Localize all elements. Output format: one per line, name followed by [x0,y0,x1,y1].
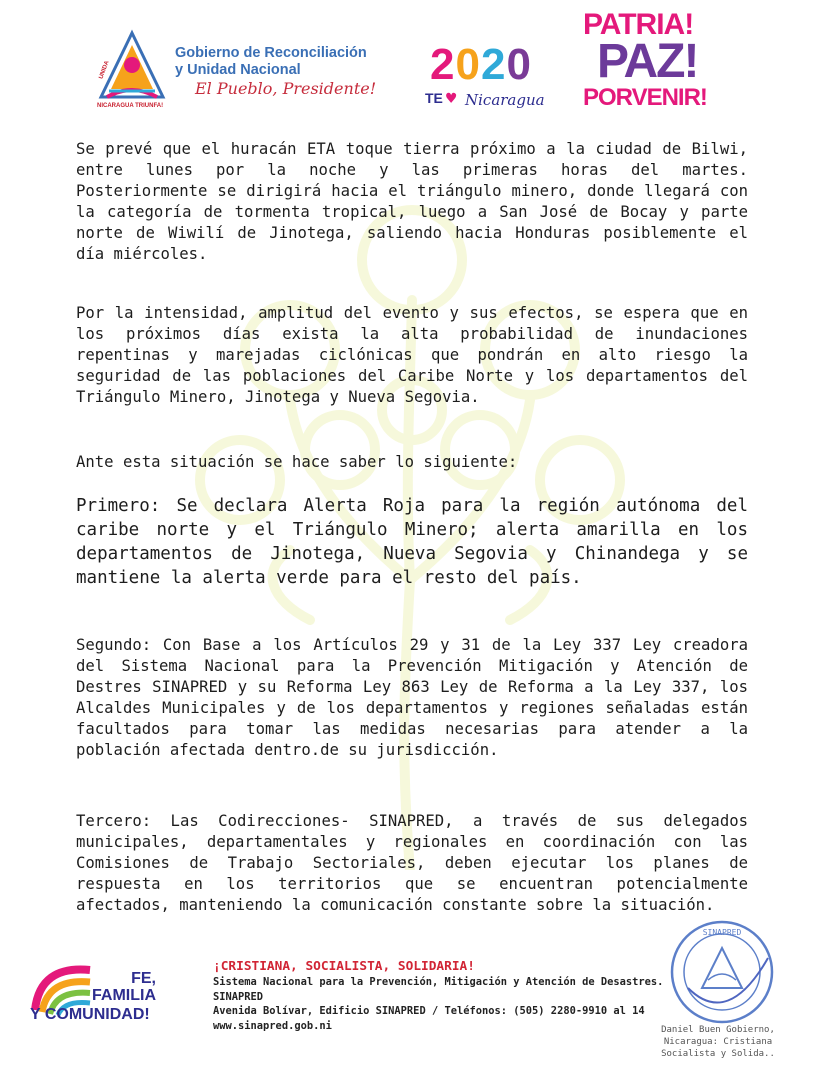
government-title-line2: y Unidad Nacional [175,62,301,78]
year-digit: 2 [480,40,507,89]
year-digit: 0 [455,40,481,89]
year-2020 [430,40,532,90]
paragraph-forecast: Se prevé que el huracán ETA toque tierra próximo a la ciudad de Bilwi, entre lunes por la noche y las primeras horas del martes. Posteriormente se dirigirá hacia el triángulo minero, donde llegará con la categoría de tormenta tropical, luego a San José de Bocay y parte norte de Wiwilí de Jinotega, saliendo hacia Honduras posiblemente el día miércoles. [76,140,748,263]
ring-left-text: UNIDA [98,60,111,80]
footer-line-sinapred: SINAPRED [213,990,264,1003]
signoff-line1: Daniel Buen Gobierno, [661,1025,775,1035]
footer-website-link[interactable]: www.sinapred.gob.ni [213,1019,332,1032]
heart-icon: ♥ [446,89,457,109]
patria-text: PATRIA! [583,8,694,41]
seal-text: SINAPRED [702,928,742,937]
ring-bottom-text: NICARAGUA TRIUNFA! [97,103,164,109]
fe-line2: FAMILIA [92,987,156,1004]
government-title [175,45,367,79]
fe-familia-comunidad-logo [30,958,205,1030]
logo-2020 [425,40,575,115]
year-digit: 0 [506,40,532,89]
government-slogan: El Pueblo, Presidente! [195,79,377,98]
sinapred-seal-icon [668,918,776,1026]
footer-line-sistema: Sistema Nacional para la Prevención, Mitigación y Atención de Desastres. [213,976,664,988]
footer-line-address: Avenida Bolívar, Edificio SINAPRED / Teléfonos: (505) 2280-9910 al 14 [213,1005,645,1017]
paragraph-segundo: Segundo: Con Base a los Artículos 29 y 31 de la Ley 337 Ley creadora del Sistema Nacional para la Prevención Mitigación y Atención de Destres SINAPRED y su Reforma Ley 863 Ley de Reforma a la Ley 337, los Alcaldes Municipales y de los departamentos y regiones señaladas están facultados para tomar las medidas necesarias para atender a la población afectada dentro.de su jurisdicción. [76,636,748,759]
signoff-line2: Nicaragua: Cristiana [663,1037,773,1047]
fe-line3: Y COMUNIDAD! [30,1006,150,1023]
fe-familia-text [92,970,156,1004]
patria-paz-porvenir-logo [583,8,723,113]
paragraph-risk: Por la intensidad, amplitud del evento y sus efectos, se espera que en los próximos días exista la alta probabilidad de inundaciones repentinas y marejadas ciclónicas que pondrán en alto riesgo la seguridad de las poblaciones del Caribe Norte y los departamentos del Triángulo Minero, Jinotega y Nueva Segovia. [76,304,748,406]
porvenir-text: PORVENIR! [583,84,707,111]
government-title-line1: Gobierno de Reconciliación [175,45,367,61]
nicaragua-text: Nicaragua [465,91,545,109]
government-logo [95,25,415,120]
signoff-line3: Socialista y Solida.. [661,1049,775,1059]
footer-motto: ¡CRISTIANA, SOCIALISTA, SOLIDARIA! [213,959,475,974]
paragraph-announcement: Ante esta situación se hace saber lo siguiente: [76,453,518,471]
signoff-stamp [648,1024,788,1060]
primero-label: Primero: [76,496,161,516]
paragraph-primero [76,494,748,590]
paragraph-tercero: Tercero: Las Codirecciones- SINAPRED, a través de sus delegados municipales, departamentales y regionales en coordinación con las Comisiones de Trabajo Sectoriales, deben ejecutar los planes de respuesta en los territorios que se encuentran potencialmente afectados, manteniendo la comunicación constante sobre la situación. [76,812,748,914]
te-text: TE [425,90,443,106]
primero-text: Se declara Alerta Roja para la región autónoma del caribe norte y el Triángulo Minero; alerta amarilla en los departamentos de Jinotega, Nueva Segovia y Chinandega y se mantiene la alerta verde para el resto del país. [76,496,748,588]
paz-text: PAZ! [597,35,698,88]
fe-line1: FE, [131,970,156,987]
year-digit: 2 [430,40,456,89]
